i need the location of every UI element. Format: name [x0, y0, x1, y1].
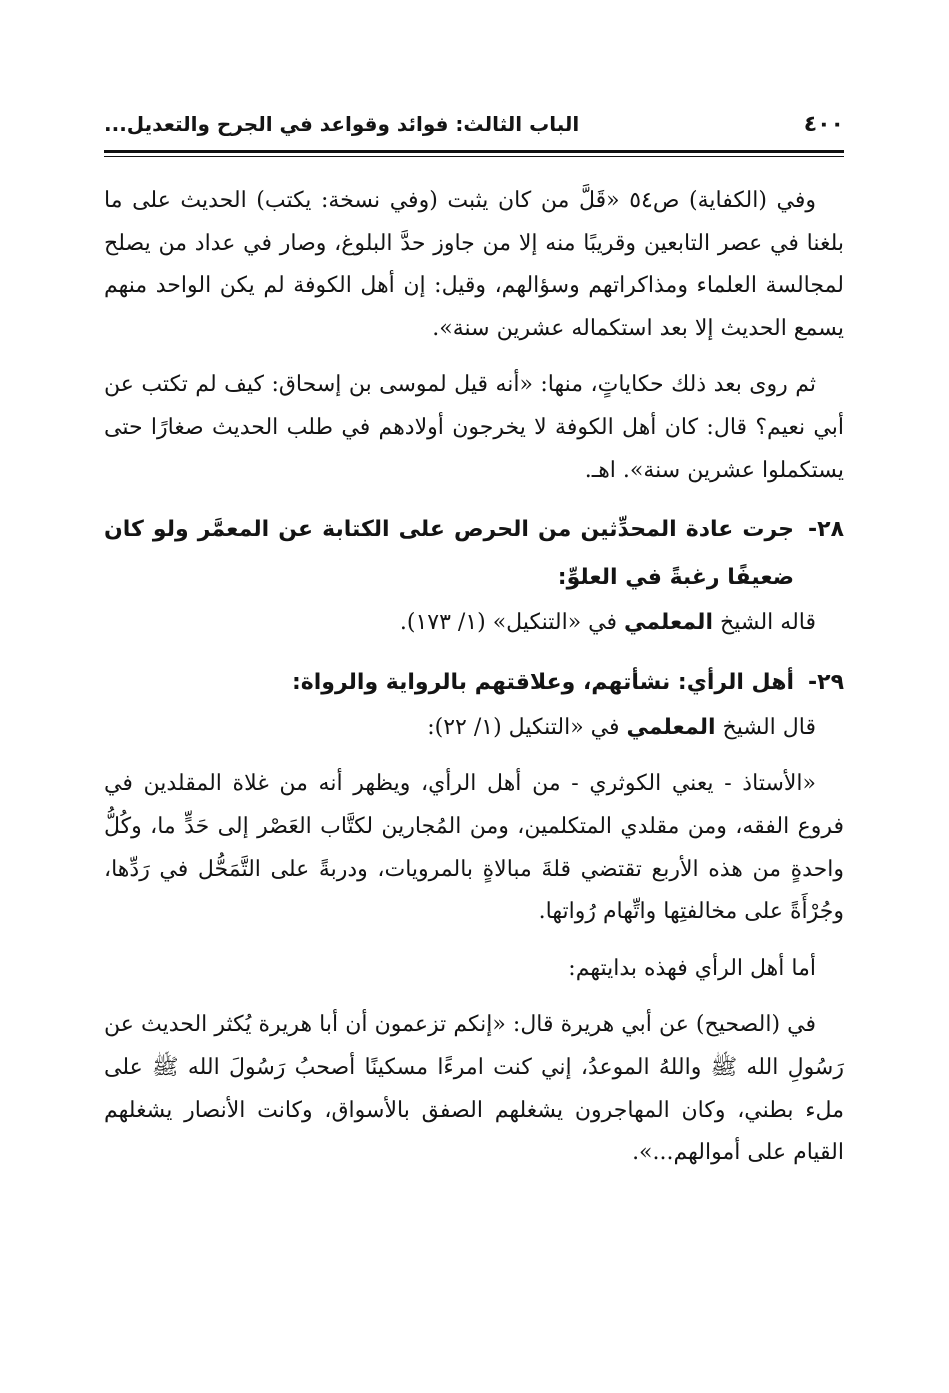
author-name: المعلمي [624, 610, 713, 636]
page-header [104, 104, 844, 144]
page-number: ٤٠٠ [803, 111, 844, 137]
text-run: قاله الشيخ [720, 610, 816, 636]
header-rule-thin [104, 156, 844, 157]
paragraph-source-tankeel-22 [104, 707, 844, 750]
text-run: في «التنكيل (١/ ٢٢): [427, 714, 620, 740]
author-name: المعلمي [626, 714, 716, 740]
text-run: في «التنكيل» (١/ ١٧٣). [399, 610, 618, 636]
running-title: الباب الثالث: فوائد وقواعد في الجرح والتعديل... [104, 112, 580, 136]
paragraph-musa-story: ثم روى بعد ذلك حكاياتٍ، منها: «أنه قيل لموسى بن إسحاق: كيف لم تكتب عن أبي نعيم؟ قال: كان أهل الكوفة لا يخرجون أولادهم في طلب الحديث صغارًا حتى يستكملوا عشرين سنة». اهـ. [104, 372, 844, 483]
paragraph-kawthari-quote: «الأستاذ - يعني الكوثري - من أهل الرأي، ويظهر أنه من غلاة المقلدين في فروع الفقه، ومن مقلدي المتكلمين، ومن المُجارين لكتَّاب العَصْر إلى حَدٍّ ما، وكُلُّ واحدةٍ من هذه الأربع تقتضي قلةَ مبالاةٍ بالمرويات، ودربةً على التَّمَحُّل في رَدِّها، وجُرْأَةً على مخالفتِها واتِّهام رُواتها. [104, 771, 844, 925]
heading-text: جرت عادة المحدِّثين من الحرص على الكتابة عن المعمَّر ولو كان ضعيفًا رغبةً في العلوِّ: [104, 517, 794, 591]
heading-text: أهل الرأي: نشأتهم، وعلاقتهم بالرواية والرواة: [291, 669, 794, 695]
heading-number: ٢٨- [808, 517, 844, 543]
heading-number: ٢٩- [808, 669, 844, 695]
heading-29 [104, 659, 844, 707]
paragraph-beginnings: أما أهل الرأي فهذه بدايتهم: [568, 955, 816, 981]
paragraph-source-tankeel-173 [104, 602, 844, 645]
page-body [104, 180, 844, 1175]
header-rule-thick [104, 150, 844, 153]
paragraph-kifaya-quote: وفي (الكفاية) ص٥٤ «قَلَّ من كان يثبت (وفي نسخة: يكتب) الحديث على ما بلغنا في عصر التابعين وقريبًا منه إلا من جاوز حدَّ البلوغ، وصار في عداد من يصلح لمجالسة العلماء ومذاكراتهم وسؤالهم، وقيل: إن أهل الكوفة لم يكن الواحد منهم يسمع الحديث إلا بعد استكماله عشرين سنة». [104, 188, 844, 341]
text-run: قال الشيخ [722, 714, 816, 740]
paragraph-abu-hurayra-hadith: في (الصحيح) عن أبي هريرة قال: «إنكم تزعمون أن أبا هريرة يُكثر الحديث عن رَسُولِ الله ﷺ واللهُ الموعدُ، إني كنت امرءًا مسكينًا أصحبُ رَسُولَ الله ﷺ على ملء بطني، وكان المهاجرون يشغلهم الصفق بالأسواق، وكانت الأنصار يشغلهم القيام على أموالهم...». [104, 1012, 844, 1166]
heading-28 [104, 506, 844, 602]
